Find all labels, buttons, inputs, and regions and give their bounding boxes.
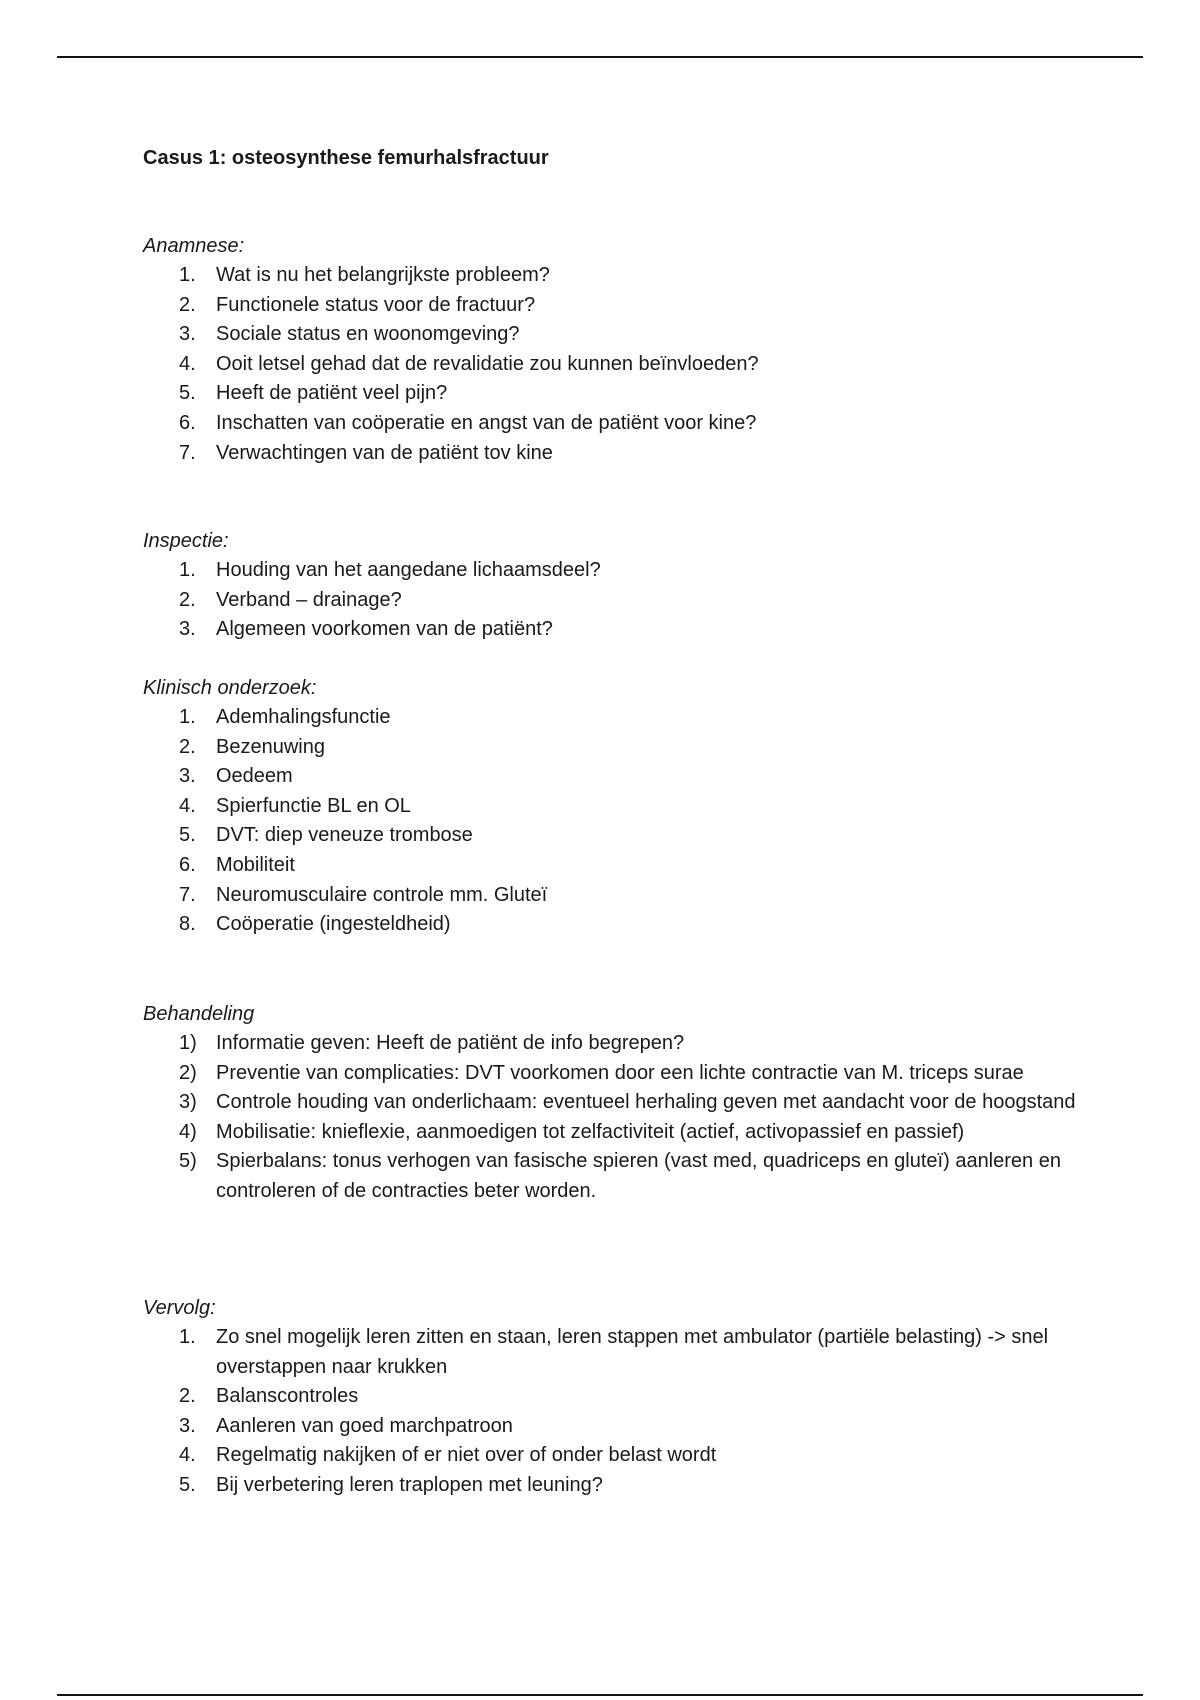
list-item (143, 1382, 1083, 1412)
list-item-text: Heeft de patiënt veel pijn? (216, 382, 448, 405)
list-item (143, 320, 1083, 350)
list-item-number: 8. (179, 913, 196, 936)
list-item-text: Ademhalingsfunctie (216, 706, 391, 728)
behandeling-list (143, 1029, 1083, 1207)
list-item-number: 3) (179, 1091, 197, 1114)
list-item-text: Coöperatie (ingesteldheid) (216, 913, 451, 936)
list-item-text: Inschatten van coöperatie en angst van de patiënt voor kine? (216, 411, 757, 434)
list-item-text: Algemeen voorkomen van de patiënt? (216, 618, 553, 641)
list-item-number: 1. (179, 1326, 196, 1348)
list-item (143, 1147, 1083, 1206)
list-item (143, 1118, 1083, 1148)
list-item-text: Wat is nu het belangrijkste probleem? (216, 264, 550, 286)
list-item-text: Bij verbetering leren traplopen met leuning? (216, 1473, 603, 1496)
list-item (143, 350, 1083, 380)
list-item-number: 4. (179, 794, 196, 817)
list-item (143, 1323, 1083, 1382)
list-item-number: 2. (179, 735, 196, 758)
list-item-number: 7. (179, 883, 196, 906)
list-item (143, 1029, 1083, 1059)
list-item-number: 5. (179, 1473, 196, 1496)
vervolg-list (143, 1323, 1083, 1501)
list-item-text: Regelmatig nakijken of er niet over of onder belast wordt (216, 1444, 717, 1467)
list-item-text: Mobilisatie: knieflexie, aanmoedigen tot zelfactiviteit (actief, activopassief en passief) (216, 1120, 965, 1143)
list-item-text: Spierbalans: tonus verhogen van fasische spieren (vast med, quadriceps en gluteï) aanleren en controleren of de contracties beter worden. (216, 1150, 1061, 1202)
list-item-number: 3. (179, 1414, 196, 1437)
list-item (143, 762, 1083, 792)
list-item (143, 556, 1083, 586)
list-item-number: 4. (179, 1444, 196, 1467)
header-rule (57, 56, 1143, 58)
list-item-text: Functionele status voor de fractuur? (216, 293, 536, 316)
list-item-text: Aanleren van goed marchpatroon (216, 1414, 513, 1437)
list-item (143, 1412, 1083, 1442)
section-anamnese (143, 232, 1083, 468)
list-item-text: Bezenuwing (216, 735, 325, 758)
list-item-number: 5. (179, 382, 196, 405)
list-item-text: Controle houding van onderlichaam: eventueel herhaling geven met aandacht voor de hoogstand (216, 1091, 1076, 1114)
list-item (143, 615, 1083, 645)
section-inspectie (143, 527, 1083, 645)
list-item (143, 821, 1083, 851)
list-item-number: 4) (179, 1120, 197, 1143)
section-vervolg (143, 1294, 1083, 1501)
list-item-text: Oedeem (216, 765, 293, 788)
list-item-text: Ooit letsel gehad dat de revalidatie zou kunnen beïnvloeden? (216, 352, 759, 375)
list-item (143, 439, 1083, 469)
list-item-number: 1. (179, 706, 196, 728)
list-item-number: 3. (179, 618, 196, 641)
list-item-text: Balanscontroles (216, 1385, 359, 1408)
list-item (143, 379, 1083, 409)
list-item-number: 1. (179, 264, 196, 286)
list-item (143, 910, 1083, 940)
list-item (143, 851, 1083, 881)
list-item (143, 1441, 1083, 1471)
section-heading: Inspectie: (143, 530, 229, 552)
section-heading: Anamnese: (143, 235, 245, 257)
list-item-number: 2. (179, 1385, 196, 1408)
list-item-text: Mobiliteit (216, 853, 295, 876)
list-item-number: 6. (179, 411, 196, 434)
list-item-text: Houding van het aangedane lichaamsdeel? (216, 559, 601, 581)
section-klinisch-onderzoek (143, 674, 1083, 940)
list-item-number: 5. (179, 824, 196, 847)
list-item (143, 733, 1083, 763)
list-item-text: Spierfunctie BL en OL (216, 794, 411, 817)
list-item-number: 3. (179, 323, 196, 346)
document-title: Casus 1: osteosynthese femurhalsfractuur (143, 147, 549, 169)
list-item-number: 4. (179, 352, 196, 375)
list-item-text: Zo snel mogelijk leren zitten en staan, leren stappen met ambulator (partiële belasting) -> snel overstappen naar krukken (216, 1326, 1049, 1378)
list-item-text: Sociale status en woonomgeving? (216, 323, 520, 346)
klinisch-onderzoek-list (143, 703, 1083, 940)
footer-rule (57, 1694, 1143, 1696)
section-heading: Behandeling (143, 1003, 255, 1025)
list-item-number: 1) (179, 1032, 197, 1054)
list-item (143, 792, 1083, 822)
list-item-number: 5) (179, 1150, 197, 1173)
section-heading: Vervolg: (143, 1297, 216, 1319)
list-item (143, 1471, 1083, 1501)
list-item (143, 703, 1083, 733)
anamnese-list (143, 261, 1083, 468)
list-item-text: Neuromusculaire controle mm. Gluteï (216, 883, 548, 906)
list-item-text: DVT: diep veneuze trombose (216, 824, 473, 847)
list-item-number: 2. (179, 588, 196, 611)
section-heading: Klinisch onderzoek: (143, 677, 317, 699)
list-item-text: Verwachtingen van de patiënt tov kine (216, 441, 553, 464)
list-item-text: Verband – drainage? (216, 588, 402, 611)
inspectie-list (143, 556, 1083, 645)
list-item-number: 1. (179, 559, 196, 581)
list-item-text: Informatie geven: Heeft de patiënt de info begrepen? (216, 1032, 685, 1054)
list-item-number: 6. (179, 853, 196, 876)
list-item-number: 2) (179, 1061, 197, 1084)
list-item-number: 2. (179, 293, 196, 316)
list-item-number: 7. (179, 441, 196, 464)
list-item (143, 1059, 1083, 1089)
list-item (143, 409, 1083, 439)
list-item (143, 291, 1083, 321)
list-item (143, 261, 1083, 291)
list-item-text: Preventie van complicaties: DVT voorkomen door een lichte contractie van M. triceps surae (216, 1061, 1024, 1084)
list-item (143, 586, 1083, 616)
section-behandeling (143, 1000, 1083, 1207)
list-item (143, 1088, 1083, 1118)
list-item-number: 3. (179, 765, 196, 788)
list-item (143, 881, 1083, 911)
